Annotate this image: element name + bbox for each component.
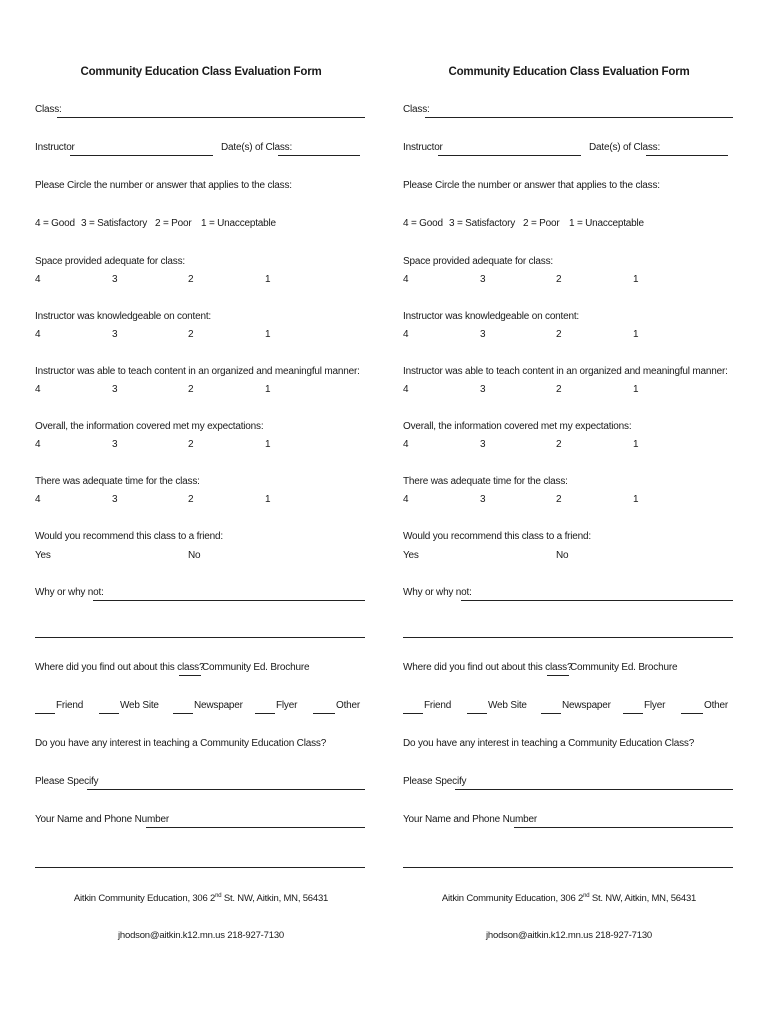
rating-1[interactable]: 1 — [633, 329, 639, 340]
source-website: Web Site — [488, 700, 527, 711]
instructor-field[interactable] — [438, 155, 581, 156]
source-website: Web Site — [120, 700, 159, 711]
answer-yes[interactable]: Yes — [35, 550, 51, 561]
rating-3[interactable]: 3 — [480, 274, 486, 285]
answer-no[interactable]: No — [188, 550, 201, 561]
brochure-blank[interactable] — [547, 675, 569, 676]
rating-2[interactable]: 2 — [556, 384, 562, 395]
source-brochure: Community Ed. Brochure — [202, 662, 310, 673]
specify-field[interactable] — [455, 789, 733, 790]
teach-question: Do you have any interest in teaching a Community Education Class? — [403, 738, 695, 749]
question-4: Overall, the information covered met my expectations: — [403, 421, 632, 432]
question-5: There was adequate time for the class: — [403, 476, 568, 487]
rating-4[interactable]: 4 — [35, 384, 41, 395]
rating-3[interactable]: 3 — [480, 329, 486, 340]
rating-3[interactable]: 3 — [480, 384, 486, 395]
answer-no[interactable]: No — [556, 550, 569, 561]
rating-4[interactable]: 4 — [403, 274, 409, 285]
form-title: Community Education Class Evaluation Form — [448, 66, 690, 78]
rating-2[interactable]: 2 — [188, 329, 194, 340]
why-field[interactable] — [461, 600, 733, 601]
address: Aitkin Community Education, 306 2nd St. NW, Aitkin, MN, 56431 — [441, 893, 697, 905]
scale-good: 4 = Good — [35, 218, 75, 229]
rating-4[interactable]: 4 — [403, 494, 409, 505]
scale-satisfactory: 3 = Satisfactory — [81, 218, 147, 229]
why-field-line-2[interactable] — [403, 637, 733, 638]
source-brochure: Community Ed. Brochure — [570, 662, 678, 673]
scale-unacceptable: 1 = Unacceptable — [569, 218, 644, 229]
rating-1[interactable]: 1 — [633, 274, 639, 285]
source-friend: Friend — [424, 700, 452, 711]
name-phone-field-line-2[interactable] — [403, 867, 733, 868]
class-field[interactable] — [425, 117, 733, 118]
source-flyer: Flyer — [276, 700, 298, 711]
rating-3[interactable]: 3 — [112, 494, 118, 505]
scale-poor: 2 = Poor — [155, 218, 192, 229]
name-phone-label: Your Name and Phone Number — [403, 814, 537, 825]
source-newspaper: Newspaper — [194, 700, 243, 711]
rating-3[interactable]: 3 — [112, 439, 118, 450]
rating-2[interactable]: 2 — [556, 439, 562, 450]
rating-2[interactable]: 2 — [188, 274, 194, 285]
dates-label: Date(s) of Class: — [589, 142, 661, 153]
source-question: Where did you find out about this class? — [35, 662, 205, 673]
why-label: Why or why not: — [403, 587, 472, 598]
website-blank[interactable] — [467, 713, 487, 714]
rating-4[interactable]: 4 — [35, 439, 41, 450]
rating-1[interactable]: 1 — [633, 439, 639, 450]
rating-1[interactable]: 1 — [633, 494, 639, 505]
flyer-blank[interactable] — [623, 713, 643, 714]
address: Aitkin Community Education, 306 2nd St. NW, Aitkin, MN, 56431 — [73, 893, 329, 905]
question-2: Instructor was knowledgeable on content: — [35, 311, 211, 322]
website-blank[interactable] — [99, 713, 119, 714]
newspaper-blank[interactable] — [541, 713, 561, 714]
name-phone-field[interactable] — [514, 827, 733, 828]
rating-1[interactable]: 1 — [633, 384, 639, 395]
scale-poor: 2 = Poor — [523, 218, 560, 229]
why-field-line-2[interactable] — [35, 637, 365, 638]
instructor-label: Instructor — [35, 142, 75, 153]
question-1: Space provided adequate for class: — [403, 256, 553, 267]
recommend-question: Would you recommend this class to a friend: — [35, 531, 223, 542]
instructor-label: Instructor — [403, 142, 443, 153]
rating-1[interactable]: 1 — [265, 384, 271, 395]
other-blank[interactable] — [681, 713, 703, 714]
instructions: Please Circle the number or answer that applies to the class: — [403, 180, 660, 191]
rating-2[interactable]: 2 — [188, 494, 194, 505]
class-label: Class: — [35, 104, 62, 115]
rating-1[interactable]: 1 — [265, 274, 271, 285]
source-other: Other — [336, 700, 361, 711]
class-field[interactable] — [57, 117, 365, 118]
instructor-field[interactable] — [70, 155, 213, 156]
instructions: Please Circle the number or answer that applies to the class: — [35, 180, 292, 191]
source-flyer: Flyer — [644, 700, 666, 711]
evaluation-form-right — [403, 0, 743, 1024]
dates-field[interactable] — [646, 155, 728, 156]
scale-good: 4 = Good — [403, 218, 443, 229]
source-other: Other — [704, 700, 729, 711]
friend-blank[interactable] — [35, 713, 55, 714]
source-question: Where did you find out about this class? — [403, 662, 573, 673]
newspaper-blank[interactable] — [173, 713, 193, 714]
scale-satisfactory: 3 = Satisfactory — [449, 218, 515, 229]
rating-2[interactable]: 2 — [556, 274, 562, 285]
class-label: Class: — [403, 104, 430, 115]
answer-yes[interactable]: Yes — [403, 550, 419, 561]
rating-4[interactable]: 4 — [35, 494, 41, 505]
name-phone-field[interactable] — [146, 827, 365, 828]
question-2: Instructor was knowledgeable on content: — [403, 311, 579, 322]
name-phone-label: Your Name and Phone Number — [35, 814, 169, 825]
source-friend: Friend — [56, 700, 84, 711]
evaluation-form-left — [35, 0, 375, 1024]
contact-info: jhodson@aitkin.k12.mn.us 218-927-7130 — [486, 930, 652, 941]
rating-4[interactable]: 4 — [403, 384, 409, 395]
brochure-blank[interactable] — [179, 675, 201, 676]
question-3: Instructor was able to teach content in an organized and meaningful manner: — [35, 366, 360, 377]
rating-1[interactable]: 1 — [265, 329, 271, 340]
question-4: Overall, the information covered met my expectations: — [35, 421, 264, 432]
rating-3[interactable]: 3 — [112, 329, 118, 340]
dates-field[interactable] — [278, 155, 360, 156]
dates-label: Date(s) of Class: — [221, 142, 293, 153]
question-5: There was adequate time for the class: — [35, 476, 200, 487]
specify-field[interactable] — [87, 789, 365, 790]
flyer-blank[interactable] — [255, 713, 275, 714]
rating-1[interactable]: 1 — [265, 494, 271, 505]
rating-4[interactable]: 4 — [403, 439, 409, 450]
rating-3[interactable]: 3 — [112, 274, 118, 285]
rating-4[interactable]: 4 — [35, 274, 41, 285]
rating-1[interactable]: 1 — [265, 439, 271, 450]
rating-3[interactable]: 3 — [112, 384, 118, 395]
name-phone-field-line-2[interactable] — [35, 867, 365, 868]
form-title: Community Education Class Evaluation Form — [80, 66, 322, 78]
rating-3[interactable]: 3 — [480, 439, 486, 450]
recommend-question: Would you recommend this class to a friend: — [403, 531, 591, 542]
specify-label: Please Specify — [35, 776, 99, 787]
rating-2[interactable]: 2 — [556, 329, 562, 340]
question-3: Instructor was able to teach content in an organized and meaningful manner: — [403, 366, 728, 377]
rating-4[interactable]: 4 — [35, 329, 41, 340]
other-blank[interactable] — [313, 713, 335, 714]
rating-2[interactable]: 2 — [188, 384, 194, 395]
question-1: Space provided adequate for class: — [35, 256, 185, 267]
why-field[interactable] — [93, 600, 365, 601]
scale-unacceptable: 1 = Unacceptable — [201, 218, 276, 229]
rating-4[interactable]: 4 — [403, 329, 409, 340]
friend-blank[interactable] — [403, 713, 423, 714]
specify-label: Please Specify — [403, 776, 467, 787]
teach-question: Do you have any interest in teaching a Community Education Class? — [35, 738, 327, 749]
why-label: Why or why not: — [35, 587, 104, 598]
source-newspaper: Newspaper — [562, 700, 611, 711]
rating-3[interactable]: 3 — [480, 494, 486, 505]
contact-info: jhodson@aitkin.k12.mn.us 218-927-7130 — [118, 930, 284, 941]
rating-2[interactable]: 2 — [556, 494, 562, 505]
rating-2[interactable]: 2 — [188, 439, 194, 450]
